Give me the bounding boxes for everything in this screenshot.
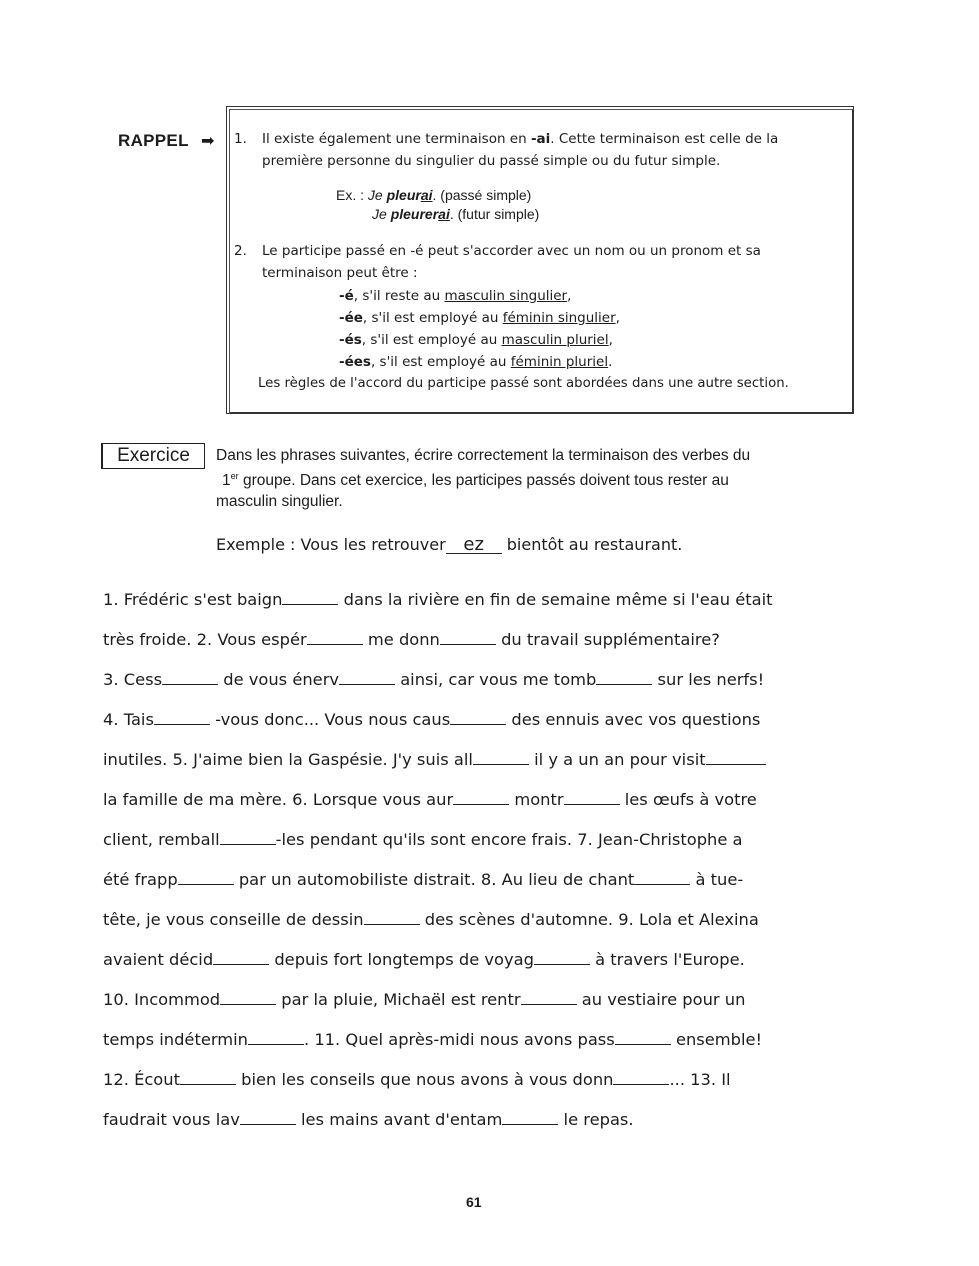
answer-blank[interactable] [440, 630, 496, 645]
answer-blank[interactable] [220, 830, 276, 845]
exercise-line-4: 4. Tais -vous donc... Vous nous caus des ennuis avec vos questions [103, 710, 761, 729]
exercice-instructions: Dans les phrases suivantes, écrire correctement la terminaison des verbes du 1er groupe. Dans cet exercice, les participes passés doivent tous rester au masculin singulier. [216, 447, 751, 511]
answer-blank[interactable] [596, 670, 652, 685]
answer-blank[interactable] [450, 710, 506, 725]
rappel-item-2-line-2: terminaison peut être : [262, 265, 418, 281]
exercise-line-12: temps indétermin . 11. Quel après-midi nous avons pass ensemble! [103, 1030, 763, 1049]
answer-blank[interactable] [307, 630, 363, 645]
answer-blank[interactable] [180, 1070, 236, 1085]
answer-blank[interactable] [564, 790, 620, 805]
answer-blank[interactable] [534, 950, 590, 965]
answer-blank[interactable] [634, 870, 690, 885]
exercise-line-3: 3. Cess de vous énerv ainsi, car vous me tomb sur les nerfs! [103, 670, 765, 689]
answer-blank[interactable] [154, 710, 210, 725]
exercise-line-13: 12. Écout bien les conseils que nous avons à vous donn ... 13. Il [103, 1070, 731, 1089]
exercise-line-11: 10. Incommod par la pluie, Michaël est rentr au vestiaire pour un [103, 990, 746, 1009]
exercise-line-10: avaient décid depuis fort longtemps de voyag à travers l'Europe. [103, 950, 745, 969]
exercise-line-5: inutiles. 5. J'aime bien la Gaspésie. J'y suis all il y a un an pour visit [103, 750, 766, 769]
rule-masculin-singulier: -é, s'il reste au masculin singulier, [339, 288, 572, 304]
answer-blank[interactable] [220, 990, 276, 1005]
exercise-line-7: client, remball -les pendant qu'ils sont encore frais. 7. Jean-Christophe a [103, 830, 743, 849]
rule-feminin-pluriel: -ées, s'il est employé au féminin pluriel. [339, 354, 613, 370]
rappel-label: RAPPEL [118, 131, 189, 150]
exemple-sentence: Exemple : Vous les retrouver ez bientôt au restaurant. [216, 534, 683, 555]
answer-blank[interactable] [706, 750, 766, 765]
answer-blank[interactable] [453, 790, 509, 805]
answer-blank[interactable] [248, 1030, 304, 1045]
rappel-item-1-number: 1. [234, 131, 247, 147]
exercise-line-1: 1. Frédéric s'est baign dans la rivière en fin de semaine même si l'eau était [103, 590, 773, 609]
exercice-label: Exercice [101, 443, 205, 469]
rappel-footer: Les règles de l'accord du participe passé sont abordées dans une autre section. [258, 376, 789, 391]
rule-feminin-singulier: -ée, s'il est employé au féminin singulier, [339, 310, 620, 326]
rappel-example-2: Je pleurerai. (futur simple) [372, 206, 540, 222]
answer-blank[interactable] [213, 950, 269, 965]
answer-blank[interactable] [282, 590, 338, 605]
exercise-line-14: faudrait vous lav les mains avant d'entam le repas. [103, 1110, 634, 1129]
answer-blank[interactable] [502, 1110, 558, 1125]
rappel-item-2-line-1: Le participe passé en -é peut s'accorder avec un nom ou un pronom et sa [262, 243, 761, 259]
rappel-item-1-line-2: première personne du singulier du passé simple ou du futur simple. [262, 153, 721, 169]
answer-blank[interactable] [240, 1110, 296, 1125]
arrow-right-icon: ➡ [201, 131, 215, 150]
answer-blank[interactable] [162, 670, 218, 685]
rappel-item-1-line-1: Il existe également une terminaison en -ai. Cette terminaison est celle de la [262, 131, 779, 147]
exercise-line-6: la famille de ma mère. 6. Lorsque vous aur montr les œufs à votre [103, 790, 757, 809]
answer-blank[interactable] [521, 990, 577, 1005]
answer-blank[interactable] [339, 670, 395, 685]
rappel-example-1: Ex. : Je pleurai. (passé simple) [336, 187, 532, 203]
answer-blank[interactable] [178, 870, 234, 885]
answer-blank[interactable] [364, 910, 420, 925]
exercise-line-9: tête, je vous conseille de dessin des scènes d'automne. 9. Lola et Alexina [103, 910, 759, 929]
exercise-line-8: été frapp par un automobiliste distrait. 8. Au lieu de chant à tue- [103, 870, 744, 889]
answer-blank[interactable] [613, 1070, 669, 1085]
exercise-line-2: très froide. 2. Vous espér me donn du travail supplémentaire? [103, 630, 720, 649]
rule-masculin-pluriel: -és, s'il est employé au masculin pluriel, [339, 332, 613, 348]
exemple-answer: ez [446, 537, 502, 554]
rappel-item-2-number: 2. [234, 243, 247, 259]
page-number: 61 [466, 1194, 482, 1210]
answer-blank[interactable] [473, 750, 529, 765]
answer-blank[interactable] [615, 1030, 671, 1045]
